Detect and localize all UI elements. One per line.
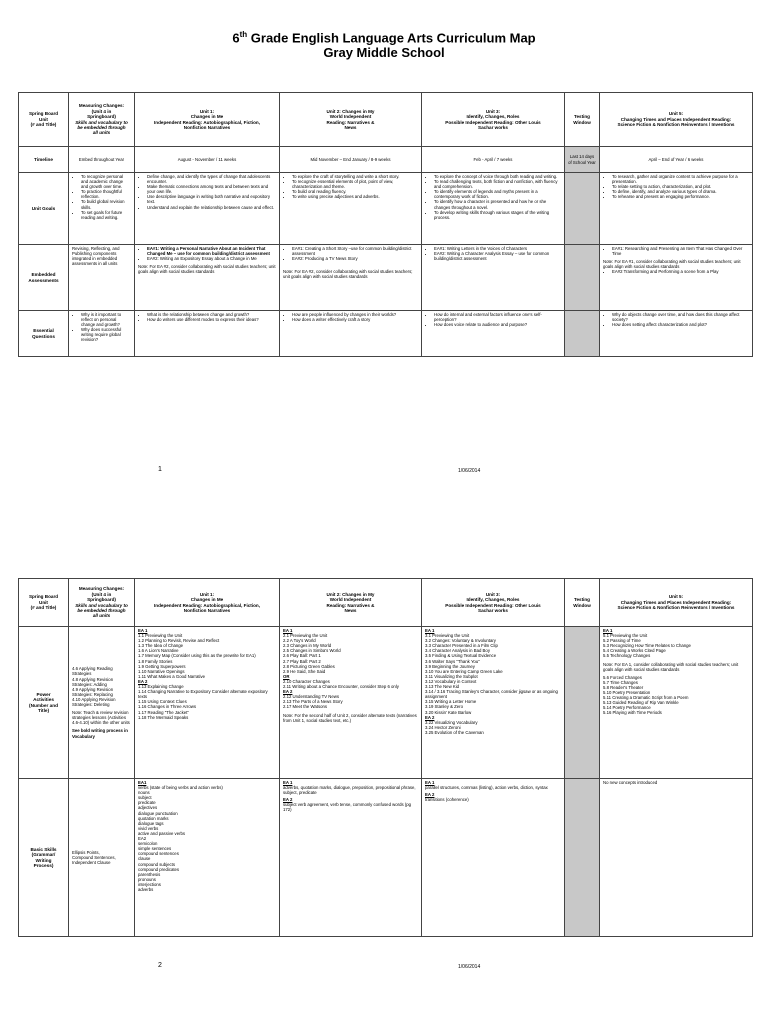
unit-goals-label: Unit Goals [19,173,69,245]
questions-unit3: • How do internal and external factors influence one's self-perception? • How does voice relate to audience and purpose? [422,311,565,357]
basic-unit2: EA 1 adverbs, quotation marks, dialogue, preposition, prepositional phrase, subject, predicate EA 2 subject verb agreement, verb tense, commonly confused words (pg 172) [280,779,422,937]
curriculum-table-page1 [18,92,753,357]
questions-label: Essential Questions [19,311,69,357]
power-testing [565,627,600,779]
power-measuring: 4.6 Applying Reading Strategies 4.8 Applying Revision Strategies: Adding 4.9 Applying Revision Strategies: Replacing 4.10 Applying Revision Strategies: Deleting Note: Teach & review revision strategies lessons (Activities 4.6-4.10) within the other units See bold writing process in Vocabulary [69,627,135,779]
timeline-unit2: Mid November – End January / 8-9 weeks [280,147,422,173]
header-testing-window: Testing Window [565,579,600,627]
embedded-assessments-row [19,245,753,311]
goals-unit5: • To research, gather and organize content to achieve purpose for a presentation. • To relate setting to action, characterization, and plot. • To define, identify, and analyze various types of drama. • To rehearse and present an engaging performance. [600,173,753,245]
header-measuring-changes: Measuring Changes: (Unit 4 in Springboard) Skills and vocabulary to be embedded through all units [69,579,135,627]
header-unit5: Unit 5: Changing Times and Places Independent Reading: Science Fiction & Nonfiction Reinventors / Inventions [600,93,753,147]
basic-skills-label: Basic Skills (Grammar/ Writing Process) [19,779,69,937]
goals-unit1: • Define change, and identify the types of change that adolescents encounter. • Make thematic connections among texts and between texts and your own life. • Use descriptive language in writing both narrative and expository text. • Understand and explain the relationship between cause and effect. [135,173,280,245]
page-date-1: 1/06/2014 [458,468,481,474]
header-testing-window: Testing Window [565,93,600,147]
questions-unit5: • Why do objects change over time, and how does this change affect society? • How does setting affect characterization and plot? [600,311,753,357]
page-number-2: 2 [158,962,162,969]
header-unit1: Unit 1: Changes in Me Independent Reading: Autobiographical, Fiction, Nonfiction Narratives [135,579,280,627]
school-name: Gray Middle School [323,45,445,60]
timeline-testing: Last 14 days of School Year [565,147,600,173]
header-unit3: Unit 3: Identify, Changes, Roles Possible Independent Reading: Other Louis Sachar works [422,579,565,627]
goals-unit2: • To explore the craft of storytelling and write a short story. • To recognize essential elements of plot, point of view, characterization and theme. • To build oral reading fluency. • To write using precise adjectives and adverbs. [280,173,422,245]
header-row [19,93,753,147]
curriculum-table-page2 [18,578,753,937]
questions-testing [565,311,600,357]
header-unit3: Unit 3: Identify, Changes, Roles Possible Independent Reading: Other Louis Sachar works [422,93,565,147]
basic-unit1: EA1 verbs (state of being verbs and action verbs) nouns subject predicate adjectives dialogue punctuation quotation marks dialogue tags vivid verbs active and passive verbs EA2 semicolon simple sentences compound sentences clause compound subjects compound predicates parenthesis pronouns interjections adverbs [135,779,280,937]
timeline-row [19,147,753,173]
header-unit2: Unit 2: Changes in My World Independent Reading: Narratives & News [280,93,422,147]
timeline-unit1: August - November / 11 weeks [135,147,280,173]
timeline-unit3: Feb - April / 7 weeks [422,147,565,173]
basic-skills-row [19,779,753,937]
power-unit3: EA 1 3.1 Previewing the Unit 3.2 Changes: Voluntary & Involuntary 3.3 Character Presented in a Film Clip 3.4 Character Analysis in Bad Boy 3.5 Finding & Using Textual Evidence 3.6 Walter Says "Thank You" 3.9 Beginning the Journey 3.10 You are Entering Camp Green Lake 3.11 Visualizing the Subplot 3.12 Vocabulary in Context 3.13 The New Kid 3.14 / 3.16 Tracing Stanley's Character, consider jigsaw or as ongoing assignment 3.15 Writing a Letter Home 3.19 Stanley & Zero 3.20 Kissin' Kate Barlow EA 2 3.22 Visualizing Vocabulary 3.24 Hector Zeroni 3.25 Evolution of the Caveman [422,627,565,779]
page-title: 6th Grade English Language Arts Curriculum Map [232,30,536,46]
goals-testing [565,173,600,245]
header-unit2: Unit 2: Changes in My World Independent Reading: Narratives & News [280,579,422,627]
header-unit5: Unit 5: Changing Times and Places Independent Reading: Science Fiction & Nonfiction Reinventors / Inventions [600,579,753,627]
essential-questions-row [19,311,753,357]
page-date-2: 1/06/2014 [458,964,481,970]
header-row-2 [19,579,753,627]
assessments-unit1: • EA#1: Writing a Personal Narrative About an Incident That Changed Me – use for common building/district assessment • EA#2: Writing an Expository Essay about a Change in Me Note: For EA #2, consider collaborating with social studies teachers; unit goals align with social studies standards [135,245,280,311]
questions-unit1: • What is the relationship between change and growth? • How do writers use different modes to express their ideas? [135,311,280,357]
basic-unit3: EA 1 parallel structures, commas (listing), action verbs, diction, syntax EA 2 transitions (coherence) [422,779,565,937]
power-unit2: EA 1 2.1 Previewing the Unit 2.2 A Toy's World 2.3 Changes in My World 2.5 Changes in Simba's World 2.6 Play Ball: Part 1 2.7 Play Ball: Part 2 2.8 Picturing Green Gables 2.9 He Said, She Said OR 2.10 Character Changes 2.11 Writing about a Chance Encounter, consider Step 6 only EA 2 2.12 Understanding TV News 2.13 The Parts of a News Story 2.17 Meet the Watsons Note: For the second half of Unit 2, consider alternate texts (narratives from Unit 1, social studies text, etc.) [280,627,422,779]
questions-unit2: • How are people influenced by changes in their worlds? • How does a writer effectively craft a story [280,311,422,357]
assessments-measuring: Revising, Reflecting, and Publishing components integrated in embedded assessments in all units [69,245,135,311]
assessments-unit2: • EA#1: Creating a Short Story –use for common building/district assessment • EA#2: Producing a TV News Story Note: For EA #2, consider collaborating with social studies teachers; unit goals align with social studies standards [280,245,422,311]
goals-measuring: • To recognize personal and academic change and growth over time. • To practice thoughtful reflection. • To build global revision skills. • To set goals for future reading and writing. [69,173,135,245]
header-measuring-changes: Measuring Changes: (Unit 4 in Springboard) Skills and vocabulary to be embedded through all units [69,93,135,147]
power-unit5: EA 1 5.1 Previewing the Unit 5.2 Passing of Time 5.3 Recognizing How Time Relates to Change 5.4 Creating a Works Cited Page 5.5 Technology Changes Note: For EA 1, consider collaborating with social studies teachers; unit goals align with social studies standards 5.6 Forced Changes 5.7 Time Changes 5.8 Reader's Theater 5.10 Poetry Presentation 5.11 Creating a Dramatic Script from a Poem 5.13 Guided Reading of Rip Van Winkle 5.14 Poetry Performance 5.16 Playing with Time Periods [600,627,753,779]
basic-measuring: Ellipsis Points, Compound Sentences, Independent Clause [69,779,135,937]
timeline-unit5: April – End of Year / 6 weeks [600,147,753,173]
page-number-1: 1 [158,466,162,473]
assessments-label: Embedded Assessments [19,245,69,311]
unit-goals-row [19,173,753,245]
power-activities-label: Power Activities (Number and Title) [19,627,69,779]
assessments-unit3: • EA#1: Writing Letters in the Voices of Characters • EA#2: Writing a Character Analysis Essay – use for common building/district assessment [422,245,565,311]
header-unit1: Unit 1: Changes in Me Independent Reading: Autobiographical, Fiction, Nonfiction Narratives [135,93,280,147]
header-spring-board: Spring Board Unit (# and Title) [19,579,69,627]
timeline-label: Timeline [19,147,69,173]
basic-unit5: No new concepts introduced [600,779,753,937]
questions-measuring: • Why is it important to reflect on personal change and growth? • Why does successful writing require global revision? [69,311,135,357]
timeline-measuring: Embed throughout Year [69,147,135,173]
power-activities-row [19,627,753,779]
basic-testing [565,779,600,937]
power-unit1: EA 1 1.1 Previewing the Unit 1.2 Planning to Revisit, Revise and Reflect 1.3 The Idea of Change 1.6 A Lion's Narrative 1.7 Memory Map (Consider using this as the prewrite for EA1) 1.8 Family Stories 1.9 Getting Superpowers 1.10 Narrative Openings 1.11 What Makes a Good Narrative EA 2 1.13 Explaining Change 1.14 Changing Narrative to Expository Consider alternate expository texts 1.15 Using Context Clues 1.16 Changes in Three Arrows 1.17 Reading "The Jacket" 1.18 The Mermaid Speaks [135,627,280,779]
header-spring-board: Spring Board Unit (# and Title) [19,93,69,147]
goals-unit3: • To explore the concept of voice through both reading and writing. • To read challenging texts, both fiction and nonfiction, with fluency and comprehension. • To identify elements of legends and myths present in a contemporary work of fiction. • To identify how a character is presented and how he or she changes throughout a novel. • To develop writing skills through various stages of the writing process. [422,173,565,245]
assessments-unit5: • EA#1: Researching and Presenting an Item That Has Changed Over Time Note: For EA #1, consider collaborating with social studies teachers; unit goals align with social studies standards • EA#2 Transforming and Performing a scene from a Play [600,245,753,311]
assessments-testing [565,245,600,311]
